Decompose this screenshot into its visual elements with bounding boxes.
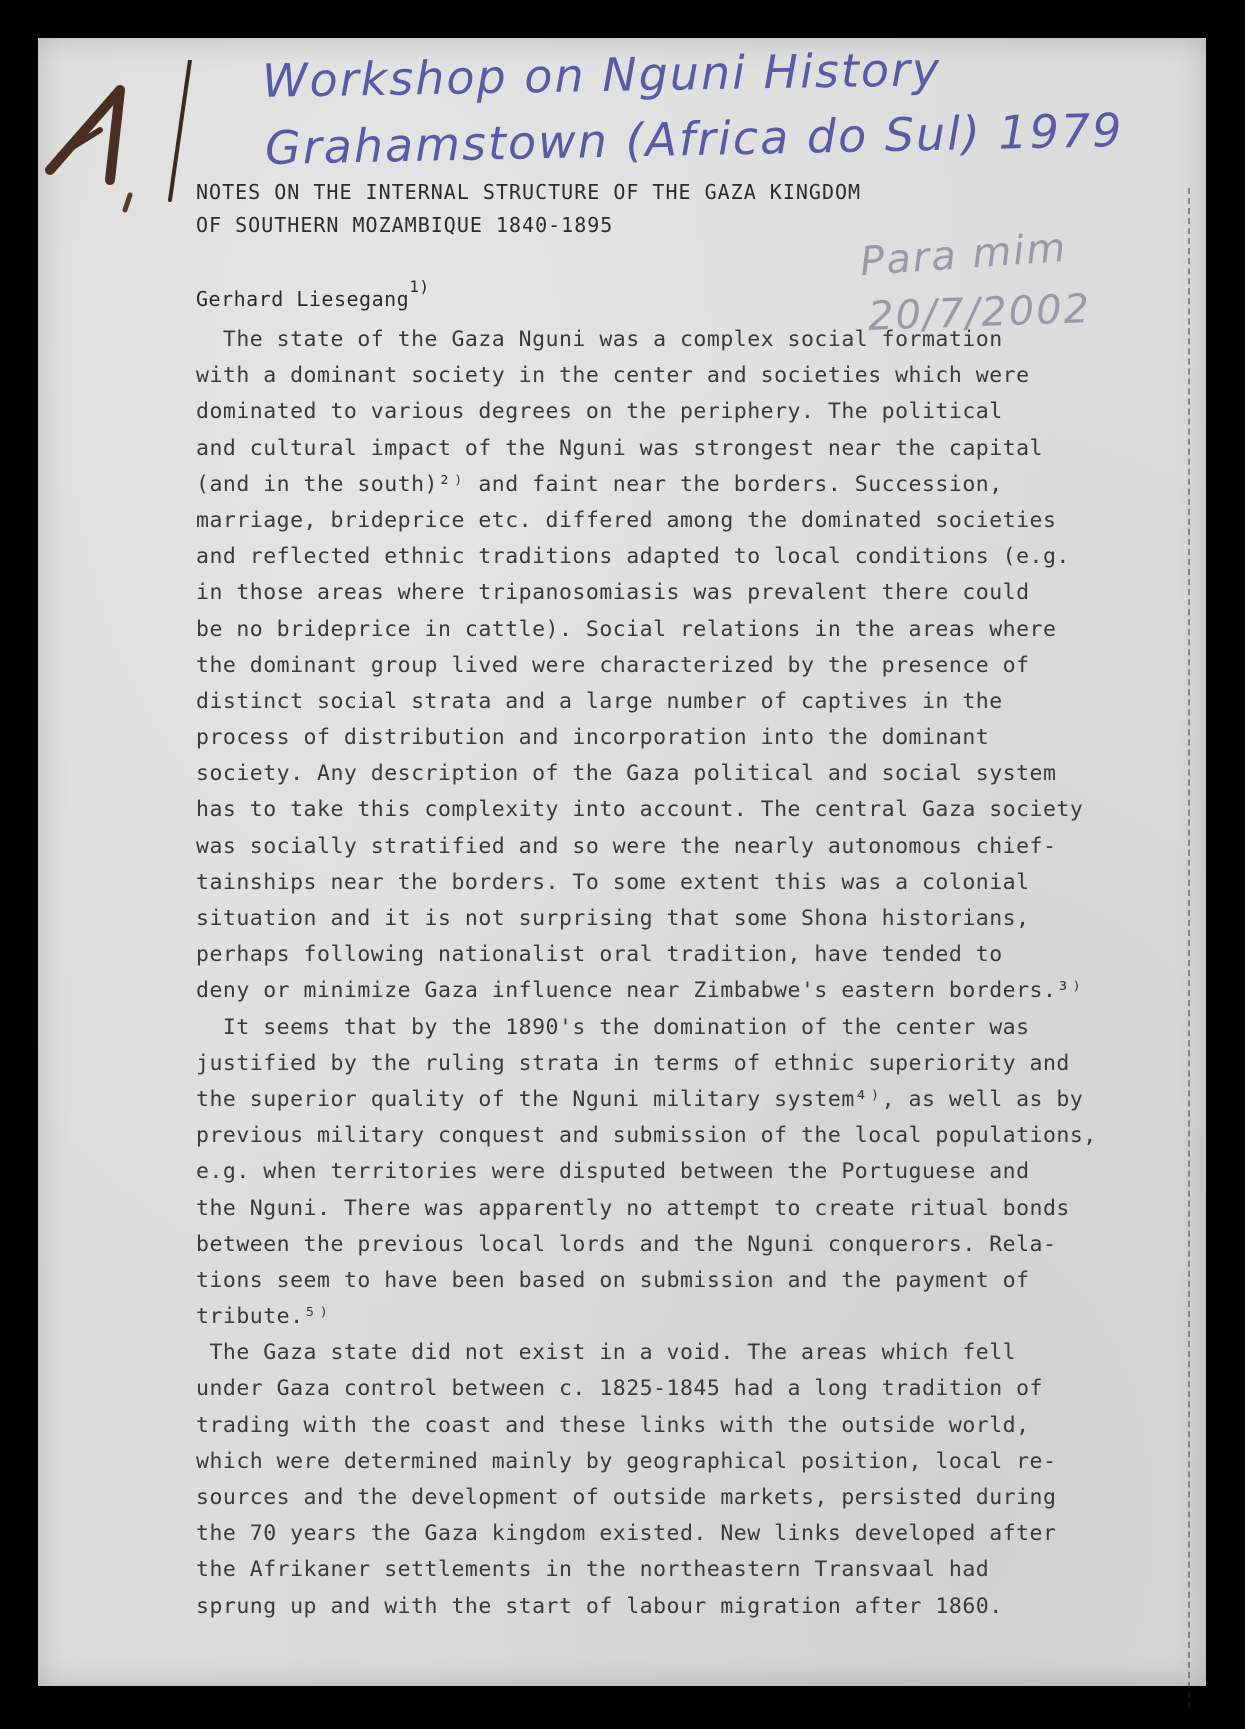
- body-line: be no brideprice in cattle). Social relations in the areas where: [196, 616, 1057, 642]
- handwritten-heading-line-2: Grahamstown (Africa do Sul) 1979: [264, 103, 1125, 175]
- body-line: between the previous local lords and the Nguni conquerors. Rela-: [196, 1231, 1057, 1257]
- body-line: perhaps following nationalist oral tradition, have tended to: [196, 942, 1003, 968]
- body-line: It seems that by the 1890's the domination of the center was: [196, 1014, 1030, 1040]
- body-line: sprung up and with the start of labour migration after 1860.: [196, 1593, 1003, 1619]
- body-line: the Nguni. There was apparently no attempt to create ritual bonds: [196, 1195, 1070, 1221]
- body-line: the 70 years the Gaza kingdom existed. New links developed after: [196, 1521, 1057, 1547]
- body-line: The Gaza state did not exist in a void. The areas which fell: [196, 1340, 1017, 1366]
- author-footnote-marker: 1): [409, 277, 430, 296]
- body-line: previous military conquest and submission of the local populations,: [196, 1123, 1097, 1149]
- body-line: the Afrikaner settlements in the northeastern Transvaal had: [196, 1557, 990, 1583]
- body-line: tainships near the borders. To some extent this was a colonial: [196, 869, 1030, 895]
- body-line: dominated to various degrees on the periphery. The political: [196, 399, 1003, 425]
- margin-fold-line: [1188, 188, 1190, 1708]
- body-line: was socially stratified and so were the nearly autonomous chief-: [196, 833, 1057, 859]
- body-line: trading with the coast and these links with the outside world,: [196, 1412, 1030, 1438]
- body-line: which were determined mainly by geographical position, local re-: [196, 1448, 1057, 1474]
- body-line: (and in the south)²⁾ and faint near the borders. Succession,: [196, 471, 1003, 497]
- body-line: The state of the Gaza Nguni was a complex social formation: [196, 327, 1003, 352]
- body-line: tions seem to have been based on submission and the payment of: [196, 1267, 1030, 1293]
- body-line: has to take this complexity into account. The central Gaza society: [196, 797, 1084, 823]
- body-line: with a dominant society in the center and societies which were: [196, 363, 1030, 389]
- body-line: justified by the ruling strata in terms of ethnic superiority and: [196, 1050, 1070, 1076]
- body-line: and cultural impact of the Nguni was strongest near the capital: [196, 435, 1043, 461]
- body-line: the dominant group lived were characterized by the presence of: [196, 652, 1030, 678]
- body-line: the superior quality of the Nguni military system⁴⁾, as well as by: [196, 1086, 1084, 1112]
- author-name: Gerhard Liesegang: [196, 287, 410, 311]
- author-line: [196, 277, 1156, 314]
- body-line: and reflected ethnic traditions adapted to local conditions (e.g.: [196, 544, 1070, 570]
- body-line: marriage, brideprice etc. differed among the dominated societies: [196, 507, 1057, 533]
- handwritten-note-line-2: 20/7/2002: [867, 286, 1092, 340]
- handwritten-heading-line-1: Workshop on Nguni History: [261, 42, 942, 108]
- body-line: sources and the development of outside markets, persisted during: [196, 1485, 1057, 1510]
- body-line: under Gaza control between c. 1825-1845 had a long tradition of: [196, 1376, 1043, 1402]
- body-line: deny or minimize Gaza influence near Zimbabwe's eastern borders.³⁾: [196, 978, 1084, 1004]
- body-text: [196, 322, 1156, 1625]
- body-line: in those areas where tripanosomiasis was prevalent there could: [196, 580, 1030, 606]
- body-line: tribute.⁵⁾: [196, 1304, 331, 1330]
- typed-document: [196, 176, 1156, 1625]
- document-title-line-1: NOTES ON THE INTERNAL STRUCTURE OF THE GAZA KINGDOM: [196, 180, 862, 204]
- handwritten-note-line-1: Para mim: [858, 224, 1069, 286]
- body-line: distinct social strata and a large number of captives in the: [196, 688, 1003, 714]
- body-line: e.g. when territories were disputed between the Portuguese and: [196, 1159, 1030, 1185]
- body-line: process of distribution and incorporation into the dominant: [196, 725, 990, 751]
- body-line: society. Any description of the Gaza political and social system: [196, 761, 1057, 787]
- body-line: situation and it is not surprising that some Shona historians,: [196, 906, 1030, 931]
- document-title-line-2: OF SOUTHERN MOZAMBIQUE 1840-1895: [196, 213, 614, 237]
